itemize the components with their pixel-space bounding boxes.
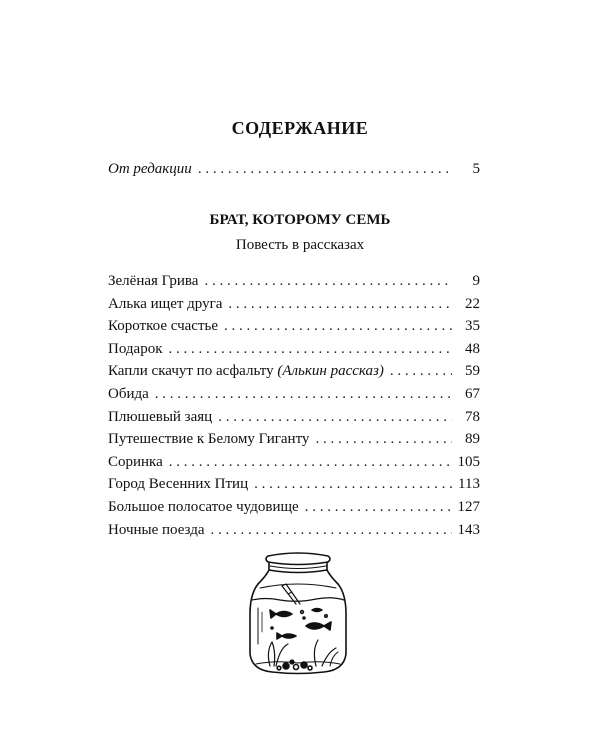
- toc-entry-label: Плюшевый заяц: [108, 408, 213, 425]
- toc-entry-label: От редакции: [108, 161, 192, 177]
- toc-entry: [108, 498, 480, 521]
- page-title: СОДЕРЖАНИЕ: [231, 118, 369, 138]
- section-title: БРАТ, КОТОРОМУ СЕМЬ: [209, 212, 391, 228]
- toc-entry: [108, 475, 480, 498]
- toc-entry-label: Ночные поезда: [108, 521, 205, 538]
- toc-entry: [108, 362, 480, 385]
- toc-entry: [108, 521, 480, 544]
- toc-entry: [108, 408, 480, 431]
- toc-entry: [108, 340, 480, 363]
- dot-leader: [228, 295, 452, 313]
- toc-entry-label: Короткое счастье: [108, 318, 219, 335]
- toc-entry: [108, 317, 480, 340]
- toc-entry-page: 127: [457, 498, 480, 515]
- dot-leader: [224, 317, 452, 335]
- toc-entry: [108, 272, 480, 295]
- toc-list: [108, 272, 480, 543]
- toc-entry-page: 48: [465, 340, 480, 357]
- dot-leader: [155, 385, 452, 403]
- toc-entry-label: Город Весенних Птиц: [108, 476, 249, 493]
- toc-entry-page: 78: [465, 408, 480, 425]
- toc-entry-label-main: Капли скачут по асфальту: [108, 363, 278, 380]
- dot-leader: [198, 160, 452, 178]
- toc-entry-label: [108, 362, 384, 380]
- dot-leader: [204, 272, 452, 290]
- toc-entry-page: 67: [465, 385, 480, 402]
- toc-entry-page: 35: [465, 318, 480, 335]
- dot-leader: [211, 521, 452, 539]
- toc-entry: [108, 453, 480, 476]
- toc-entry-label: Обида: [108, 385, 149, 402]
- toc-entry-page: 5: [472, 161, 480, 177]
- toc-entry-page: 89: [465, 431, 480, 448]
- toc-entry-page: 105: [457, 453, 480, 470]
- toc-entry-label: Соринка: [108, 453, 163, 470]
- section-subtitle: Повесть в рассказах: [235, 237, 365, 253]
- toc-entry-page: 9: [472, 273, 480, 289]
- toc-entry: [108, 385, 480, 408]
- toc-entry-label: Алька ищет друга: [108, 295, 223, 312]
- toc-entry-label: Зелёная Грива: [108, 273, 199, 289]
- dot-leader: [218, 408, 452, 426]
- fish-jar-icon: [246, 548, 350, 676]
- dot-leader: [315, 430, 452, 448]
- dot-leader: [254, 475, 452, 493]
- toc-entry: [108, 430, 480, 453]
- dot-leader: [169, 453, 452, 471]
- toc-entry: [108, 295, 480, 318]
- toc-entry-page: 113: [458, 476, 480, 493]
- toc-entry-label: Подарок: [108, 340, 163, 357]
- toc-entry-label: Большое полосатое чудовище: [108, 498, 299, 515]
- toc-entry-label-note: (Алькин рассказ): [277, 363, 384, 380]
- toc-entry-page: 22: [465, 295, 480, 312]
- toc-entry-editorial: [108, 160, 480, 178]
- toc-entry-page: 59: [465, 363, 480, 380]
- dot-leader: [168, 340, 452, 358]
- toc-entry-label: Путешествие к Белому Гиганту: [108, 431, 310, 448]
- dot-leader: [305, 498, 452, 516]
- toc-entry-page: 143: [457, 521, 480, 538]
- dot-leader: [390, 362, 452, 380]
